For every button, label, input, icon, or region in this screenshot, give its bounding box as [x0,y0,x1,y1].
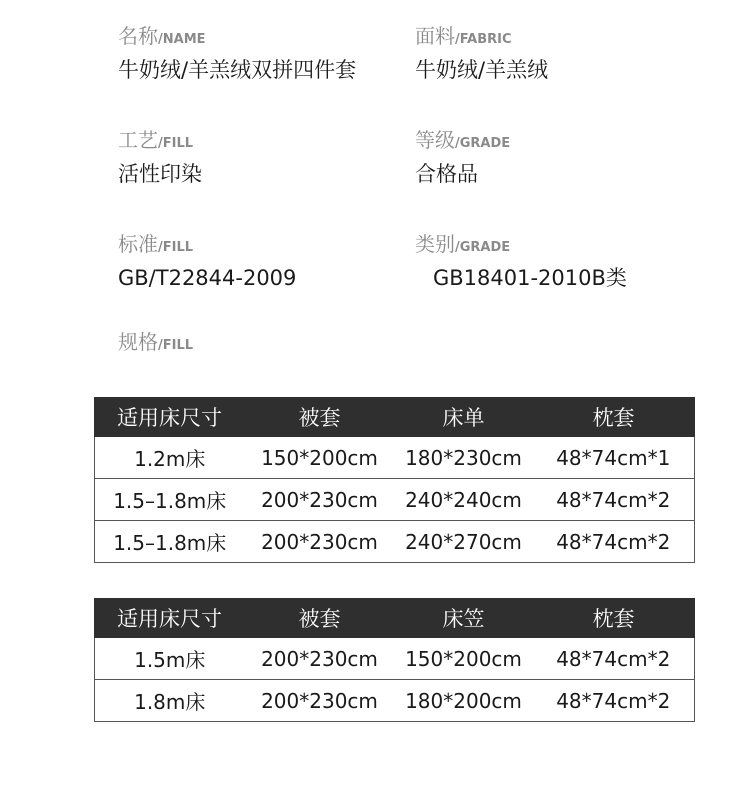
table-cell: 48*74cm*2 [533,680,695,722]
spec-standard [118,232,296,292]
spec-size-label [118,330,193,358]
table-header-row [95,599,695,638]
table-cell: 48*74cm*2 [533,638,695,680]
header-fitted-sheet: 床笠 [395,599,533,638]
spec-fabric-value: 牛奶绒/羊羔绒 [415,58,549,82]
table-row [95,638,695,680]
spec-grade-value: 合格品 [415,162,478,186]
spec-category-label-cn: 类别 [415,232,455,256]
size-table-fitted [94,598,695,722]
spec-name-value: 牛奶绒/羊羔绒双拼四件套 [118,58,357,82]
table-cell: 240*270cm [395,521,533,563]
table-row [95,521,695,563]
header-bed-size: 适用床尺寸 [95,398,245,437]
spec-standard-value: GB/T22844-2009 [118,266,297,290]
table-cell: 180*230cm [395,437,533,479]
spec-name-label-en: /NAME [158,32,206,47]
spec-name [118,24,356,84]
table-cell: 180*200cm [395,680,533,722]
table-cell: 240*240cm [395,479,533,521]
table-cell: 1.2m床 [95,437,245,479]
table-cell: 200*230cm [245,521,395,563]
header-bed-size: 适用床尺寸 [95,599,245,638]
spec-category [415,232,627,292]
table-cell: 48*74cm*2 [533,521,695,563]
spec-name-label [118,24,356,52]
spec-category-value: GB18401-2010B类 [433,266,627,290]
table-cell: 1.5–1.8m床 [95,521,245,563]
spec-category-label-en: /GRADE [455,240,511,255]
spec-grade-label-en: /GRADE [455,136,511,151]
spec-standard-label-en: /FILL [158,240,194,255]
table-row [95,479,695,521]
header-pillowcase: 枕套 [533,599,695,638]
spec-grade [415,128,510,188]
spec-standard-label-cn: 标准 [118,232,158,256]
header-duvet-cover: 被套 [245,599,395,638]
spec-fabric-label-en: /FABRIC [455,32,512,47]
spec-size-label-cn: 规格 [118,330,158,354]
spec-standard-label [118,232,296,260]
header-pillowcase: 枕套 [533,398,695,437]
spec-size [118,330,193,358]
table-cell: 1.8m床 [95,680,245,722]
spec-craft-label-en: /FILL [158,136,194,151]
spec-craft [118,128,202,188]
table-cell: 1.5–1.8m床 [95,479,245,521]
spec-fabric-label-cn: 面料 [415,24,455,48]
table-cell: 200*230cm [245,638,395,680]
spec-fabric-label [415,24,548,52]
table-cell: 48*74cm*2 [533,479,695,521]
size-table-sheet [94,397,695,563]
table-cell: 48*74cm*1 [533,437,695,479]
table-row [95,680,695,722]
table-cell: 200*230cm [245,479,395,521]
spec-grade-label [415,128,510,156]
spec-fabric [415,24,548,84]
spec-craft-value: 活性印染 [118,162,202,186]
table-cell: 1.5m床 [95,638,245,680]
spec-category-label [415,232,627,260]
table-header-row [95,398,695,437]
table-row [95,437,695,479]
spec-grade-label-cn: 等级 [415,128,455,152]
spec-craft-label-cn: 工艺 [118,128,158,152]
header-bed-sheet: 床单 [395,398,533,437]
table-cell: 200*230cm [245,680,395,722]
spec-name-label-cn: 名称 [118,24,158,48]
spec-size-label-en: /FILL [158,338,194,353]
table-cell: 150*200cm [395,638,533,680]
header-duvet-cover: 被套 [245,398,395,437]
table-cell: 150*200cm [245,437,395,479]
spec-craft-label [118,128,202,156]
